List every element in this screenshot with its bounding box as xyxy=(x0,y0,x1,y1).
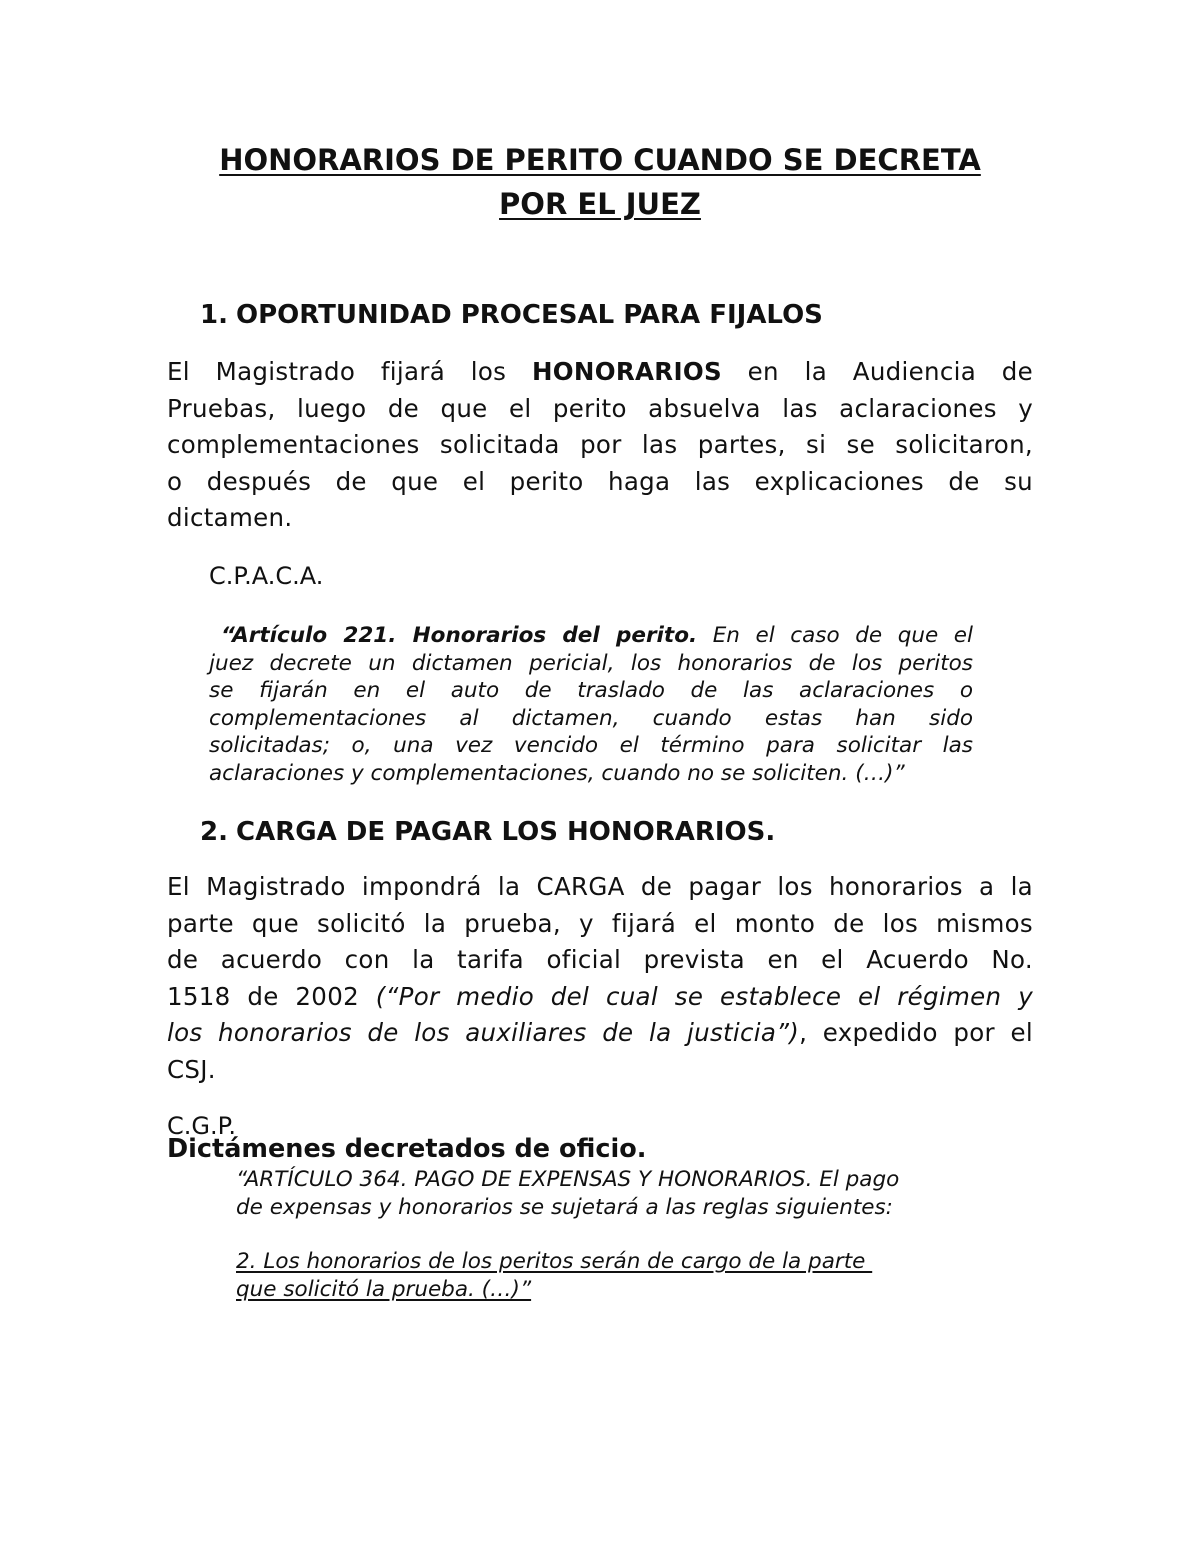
bold-run: HONORARIOS xyxy=(531,357,722,386)
quote-line: se fijarán en el auto de traslado de las aclaraciones o xyxy=(209,678,973,703)
section-2-heading xyxy=(200,814,775,850)
section-1-paragraph xyxy=(167,354,1033,537)
paragraph-line: o después de que el perito haga las explicaciones de su xyxy=(167,466,1033,496)
section-2-paragraph xyxy=(167,869,1033,1088)
section-1-number: 1. xyxy=(200,300,228,330)
title-line-2: POR EL JUEZ xyxy=(499,187,701,221)
quote-line: de expensas y honorarios se sujetará a las reglas siguientes: xyxy=(236,1194,893,1220)
title-line-1: HONORARIOS DE PERITO CUANDO SE DECRETA xyxy=(219,143,981,177)
paragraph-line xyxy=(167,1015,1033,1052)
text-run: 1518 de 2002 xyxy=(167,981,376,1011)
paragraph-line: parte que solicitó la prueba, y fijará el monto de los mismos xyxy=(167,908,1033,938)
quote-line: juez decrete un dictamen pericial, los honorarios de los peritos xyxy=(209,650,973,676)
code-label-cpaca: C.P.A.C.A. xyxy=(209,562,324,590)
article-221-quote xyxy=(209,622,973,787)
text-run: En el caso de que el xyxy=(697,623,973,648)
paragraph-line xyxy=(167,979,1033,1016)
paragraph-line: complementaciones solicitada por las partes, si se solicitaron, xyxy=(167,430,1033,459)
paragraph-line: dictamen. xyxy=(167,503,293,532)
text-run: , expedido por el xyxy=(799,1018,1033,1047)
final-heading: Dictámenes decretados de oficio. xyxy=(167,1134,647,1164)
italic-run: los honorarios de los auxiliares de la justicia”) xyxy=(167,1018,800,1047)
quote-line xyxy=(209,622,973,650)
quote-line: solicitadas; o, una vez vencido el término para solicitar las xyxy=(209,733,973,758)
quote-line: 2. Los honorarios de los peritos serán de cargo de la parte xyxy=(236,1249,873,1274)
quote-line: “ARTÍCULO 364. PAGO DE EXPENSAS Y HONORARIOS. El pago xyxy=(236,1167,900,1192)
section-2-number: 2. xyxy=(200,817,228,847)
section-2-heading-text: CARGA DE PAGAR LOS HONORARIOS. xyxy=(236,817,776,847)
quote-line: aclaraciones y complementaciones, cuando no se soliciten. (…)” xyxy=(209,760,905,786)
paragraph-line xyxy=(167,354,1033,391)
paragraph-line: Pruebas, luego de que el perito absuelva las aclaraciones y xyxy=(167,393,1033,423)
paragraph-line: CSJ. xyxy=(167,1054,216,1084)
code-label-cgp: C.G.P. xyxy=(167,1112,236,1140)
article-title: “Artículo 221. Honorarios del perito. xyxy=(221,623,698,648)
paragraph-line: El Magistrado impondrá la CARGA de pagar los honorarios a la xyxy=(167,872,1033,901)
text-run: El Magistrado fijará los xyxy=(167,357,532,386)
quote-line: que solicitó la prueba. (…)” xyxy=(236,1276,532,1302)
italic-run: (“Por medio del cual se establece el régimen y xyxy=(375,981,1033,1011)
section-1-heading-text: OPORTUNIDAD PROCESAL PARA FIJALOS xyxy=(236,300,823,330)
document-title xyxy=(167,138,1033,226)
article-364-rule-2 xyxy=(236,1248,976,1303)
quote-line: complementaciones al dictamen, cuando estas han sido xyxy=(209,705,973,731)
text-run: en la Audiencia de xyxy=(721,357,1033,386)
section-1-heading xyxy=(200,297,823,333)
paragraph-line: de acuerdo con la tarifa oficial prevista en el Acuerdo No. xyxy=(167,945,1033,974)
article-364-quote xyxy=(236,1166,976,1221)
